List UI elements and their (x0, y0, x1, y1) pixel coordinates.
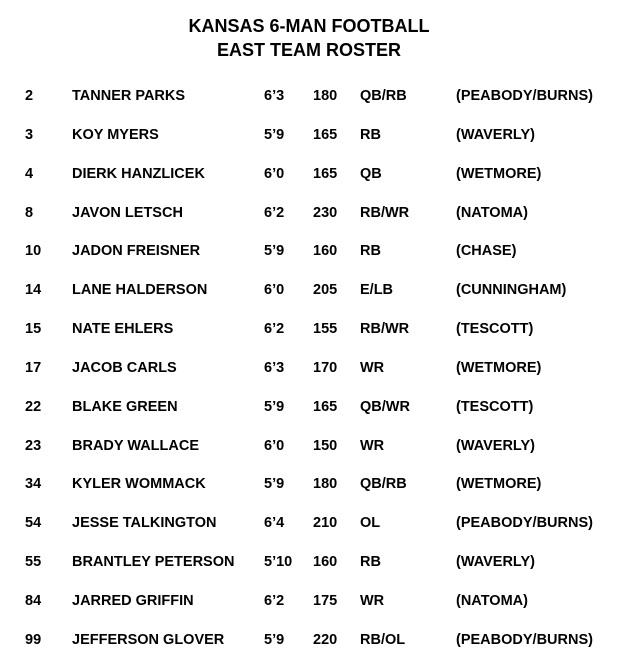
player-school: (PEABODY/BURNS) (456, 631, 593, 648)
player-school: (CUNNINGHAM) (456, 282, 567, 299)
roster-row (0, 513, 618, 552)
player-number: 14 (25, 282, 42, 299)
player-weight: 175 (313, 592, 338, 609)
player-school: (NATOMA) (456, 592, 528, 609)
player-school: (PEABODY/BURNS) (456, 515, 593, 532)
player-position: QB/WR (360, 398, 410, 415)
player-weight: 180 (313, 476, 338, 493)
page-subtitle: EAST TEAM ROSTER (216, 40, 401, 60)
player-weight: 220 (313, 631, 338, 648)
player-school: (CHASE) (456, 243, 517, 260)
player-name: JEFFERSON GLOVER (72, 631, 225, 648)
player-school: (WAVERLY) (456, 437, 535, 454)
player-height: 5’9 (264, 243, 285, 260)
roster-row (0, 203, 618, 242)
player-position: WR (360, 437, 385, 454)
player-height: 5’9 (264, 126, 285, 143)
roster-row (0, 125, 618, 164)
player-weight: 150 (313, 437, 338, 454)
player-position: RB/WR (360, 321, 410, 338)
player-name: NATE EHLERS (72, 321, 174, 338)
player-height: 6’3 (264, 359, 285, 376)
player-height: 6’3 (264, 88, 285, 104)
player-name: BLAKE GREEN (72, 398, 178, 415)
player-weight: 165 (313, 126, 338, 143)
page-title: KANSAS 6-MAN FOOTBALL (188, 16, 430, 36)
roster-row (0, 474, 618, 513)
player-height: 6’4 (264, 515, 285, 532)
player-school: (WETMORE) (456, 476, 542, 493)
player-height: 6’2 (264, 204, 285, 221)
player-position: QB/RB (360, 476, 407, 493)
player-weight: 210 (313, 515, 338, 532)
player-name: TANNER PARKS (72, 88, 186, 104)
player-school: (TESCOTT) (456, 321, 534, 338)
player-number: 55 (25, 554, 42, 571)
player-number: 8 (25, 204, 34, 221)
roster-row (0, 397, 618, 436)
player-school: (NATOMA) (456, 204, 528, 221)
player-position: E/LB (360, 282, 394, 299)
roster-row (0, 552, 618, 591)
roster-row (0, 630, 618, 669)
roster-row (0, 241, 618, 280)
roster-row (0, 591, 618, 630)
roster-row (0, 280, 618, 319)
roster-row (0, 86, 618, 125)
player-number: 54 (25, 515, 42, 532)
player-number: 2 (25, 88, 34, 104)
player-school: (WETMORE) (456, 359, 542, 376)
roster-row (0, 358, 618, 397)
player-position: OL (360, 515, 381, 532)
player-number: 34 (25, 476, 42, 493)
player-height: 5’9 (264, 398, 285, 415)
player-position: RB (360, 554, 381, 571)
roster-row (0, 319, 618, 358)
player-position: QB (360, 165, 382, 182)
player-name: DIERK HANZLICEK (72, 165, 205, 182)
player-height: 6’2 (264, 321, 285, 338)
player-school: (TESCOTT) (456, 398, 534, 415)
player-name: KOY MYERS (72, 126, 159, 143)
player-weight: 170 (313, 359, 338, 376)
player-number: 4 (25, 165, 34, 182)
player-number: 15 (25, 321, 42, 338)
player-weight: 160 (313, 243, 338, 260)
player-weight: 165 (313, 165, 338, 182)
player-school: (PEABODY/BURNS) (456, 88, 593, 104)
player-name: BRADY WALLACE (72, 437, 200, 454)
player-name: JARRED GRIFFIN (72, 592, 194, 609)
player-position: RB (360, 126, 381, 143)
player-weight: 230 (313, 204, 338, 221)
player-position: RB/WR (360, 204, 410, 221)
player-position: QB/RB (360, 88, 407, 104)
player-school: (WAVERLY) (456, 554, 535, 571)
roster-list (0, 86, 618, 669)
player-number: 17 (25, 359, 42, 376)
player-weight: 165 (313, 398, 338, 415)
player-name: JESSE TALKINGTON (72, 515, 217, 532)
player-position: WR (360, 592, 385, 609)
player-height: 5’10 (264, 554, 293, 571)
player-position: RB (360, 243, 381, 260)
player-number: 10 (25, 243, 42, 260)
player-weight: 160 (313, 554, 338, 571)
player-height: 6’0 (264, 437, 285, 454)
player-weight: 180 (313, 88, 338, 104)
player-height: 5’9 (264, 631, 285, 648)
roster-row (0, 164, 618, 203)
player-name: JAVON LETSCH (72, 204, 183, 221)
player-number: 99 (25, 631, 42, 648)
player-height: 6’0 (264, 165, 285, 182)
player-number: 3 (25, 126, 34, 143)
player-number: 84 (25, 592, 42, 609)
roster-row (0, 436, 618, 475)
player-name: BRANTLEY PETERSON (72, 554, 235, 571)
player-weight: 205 (313, 282, 338, 299)
player-height: 5’9 (264, 476, 285, 493)
player-school: (WETMORE) (456, 165, 542, 182)
player-position: WR (360, 359, 385, 376)
player-weight: 155 (313, 321, 338, 338)
player-name: LANE HALDERSON (72, 282, 208, 299)
player-number: 23 (25, 437, 42, 454)
player-school: (WAVERLY) (456, 126, 535, 143)
player-position: RB/OL (360, 631, 406, 648)
player-name: KYLER WOMMACK (72, 476, 206, 493)
player-number: 22 (25, 398, 42, 415)
player-height: 6’2 (264, 592, 285, 609)
player-height: 6’0 (264, 282, 285, 299)
player-name: JADON FREISNER (72, 243, 201, 260)
player-name: JACOB CARLS (72, 359, 177, 376)
